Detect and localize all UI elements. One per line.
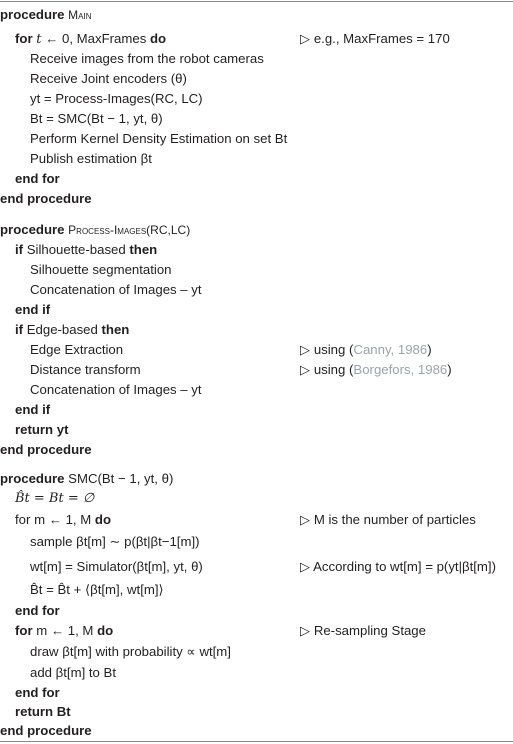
statement: Silhouette segmentation: [30, 262, 172, 277]
statement: wt[m] = Simulator(βt[m], yt, θ): [30, 559, 203, 574]
comment-text: using (: [313, 362, 354, 377]
end-procedure-keyword: end procedure: [0, 723, 92, 738]
end-if-keyword: end if: [15, 302, 51, 317]
comment-marker: ▷: [300, 623, 311, 638]
then-keyword: then: [101, 322, 130, 337]
if-keyword: if: [15, 242, 24, 257]
comment: [300, 621, 426, 641]
comment: [300, 510, 476, 530]
citation-link[interactable]: Canny, 1986: [353, 342, 428, 357]
do-keyword: do: [94, 512, 112, 527]
statement: add βt[m] to Bt: [30, 665, 117, 680]
statement: Publish estimation βt: [30, 151, 152, 166]
comment-text: ): [427, 342, 432, 357]
comment-text: According to wt[m] = p(yt|βt[m]): [313, 559, 496, 574]
comment-marker: ▷: [300, 362, 311, 377]
procedure-name: Main: [68, 8, 92, 22]
comment-text: e.g., MaxFrames = 170: [313, 31, 450, 46]
comment-text: using (: [313, 342, 354, 357]
statement: Receive Joint encoders (θ): [30, 71, 187, 86]
statement: draw βt[m] with probability ∝ wt[m]: [30, 644, 231, 659]
statement: sample βt[m] ∼ p(βt|βt−1[m]): [30, 534, 200, 549]
statement: Perform Kernel Density Estimation on set Bt: [30, 131, 288, 146]
bottom-rule: [0, 741, 513, 742]
statement: Concatenation of Images – yt: [30, 382, 202, 397]
comment-text: M is the number of particles: [313, 512, 476, 527]
return-value: Bt: [56, 704, 71, 719]
citation-link[interactable]: Borgefors, 1986: [353, 362, 448, 377]
comment: [300, 29, 450, 49]
loop-range: m ← 1, M: [36, 623, 94, 638]
loop-range: m ← 1, M: [34, 512, 92, 527]
end-for-keyword: end for: [15, 603, 60, 618]
condition: Silhouette-based: [23, 242, 130, 257]
for-keyword: for: [15, 623, 33, 638]
return-keyword: return: [15, 422, 54, 437]
for-keyword: for: [15, 31, 33, 46]
comment-marker: ▷: [300, 512, 311, 527]
statement: yt = Process-Images(RC, LC): [30, 91, 203, 106]
end-procedure-keyword: end procedure: [0, 191, 92, 206]
procedure-name: Process-Images(RC,LC): [68, 223, 191, 237]
do-keyword: do: [149, 31, 167, 46]
top-rule: [0, 1, 513, 2]
loop-var: t: [36, 32, 42, 47]
procedure-keyword: procedure: [0, 222, 65, 237]
comment: [300, 360, 452, 380]
statement: Bt = SMC(Bt − 1, yt, θ): [30, 111, 163, 126]
comment-marker: ▷: [300, 559, 311, 574]
comment-text: ): [447, 362, 452, 377]
statement: Concatenation of Images – yt: [30, 282, 202, 297]
end-for-keyword: end for: [15, 171, 60, 186]
comment-text: Re-sampling Stage: [313, 623, 426, 638]
condition: Edge-based: [23, 322, 102, 337]
procedure-keyword: procedure: [0, 471, 65, 486]
if-keyword: if: [15, 322, 24, 337]
statement: Edge Extraction: [30, 342, 124, 357]
return-keyword: return: [15, 704, 54, 719]
statement: Receive images from the robot cameras: [30, 51, 264, 66]
for-keyword: for: [15, 512, 31, 527]
loop-range: ← 0, MaxFrames: [41, 31, 150, 46]
comment: [300, 340, 432, 360]
statement: Distance transform: [30, 362, 141, 377]
comment: [300, 557, 496, 577]
then-keyword: then: [129, 242, 158, 257]
statement: B̂t = Bt = ∅: [15, 491, 95, 506]
statement: B̂t = B̂t + ⟨βt[m], wt[m]⟩: [30, 582, 164, 597]
procedure-name: SMC(Bt − 1, yt, θ): [68, 471, 174, 486]
end-procedure-keyword: end procedure: [0, 442, 92, 457]
comment-marker: ▷: [300, 31, 311, 46]
end-if-keyword: end if: [15, 402, 51, 417]
do-keyword: do: [97, 623, 114, 638]
procedure-keyword: procedure: [0, 7, 65, 22]
return-value: yt: [56, 422, 69, 437]
comment-marker: ▷: [300, 342, 311, 357]
end-for-keyword: end for: [15, 685, 60, 700]
